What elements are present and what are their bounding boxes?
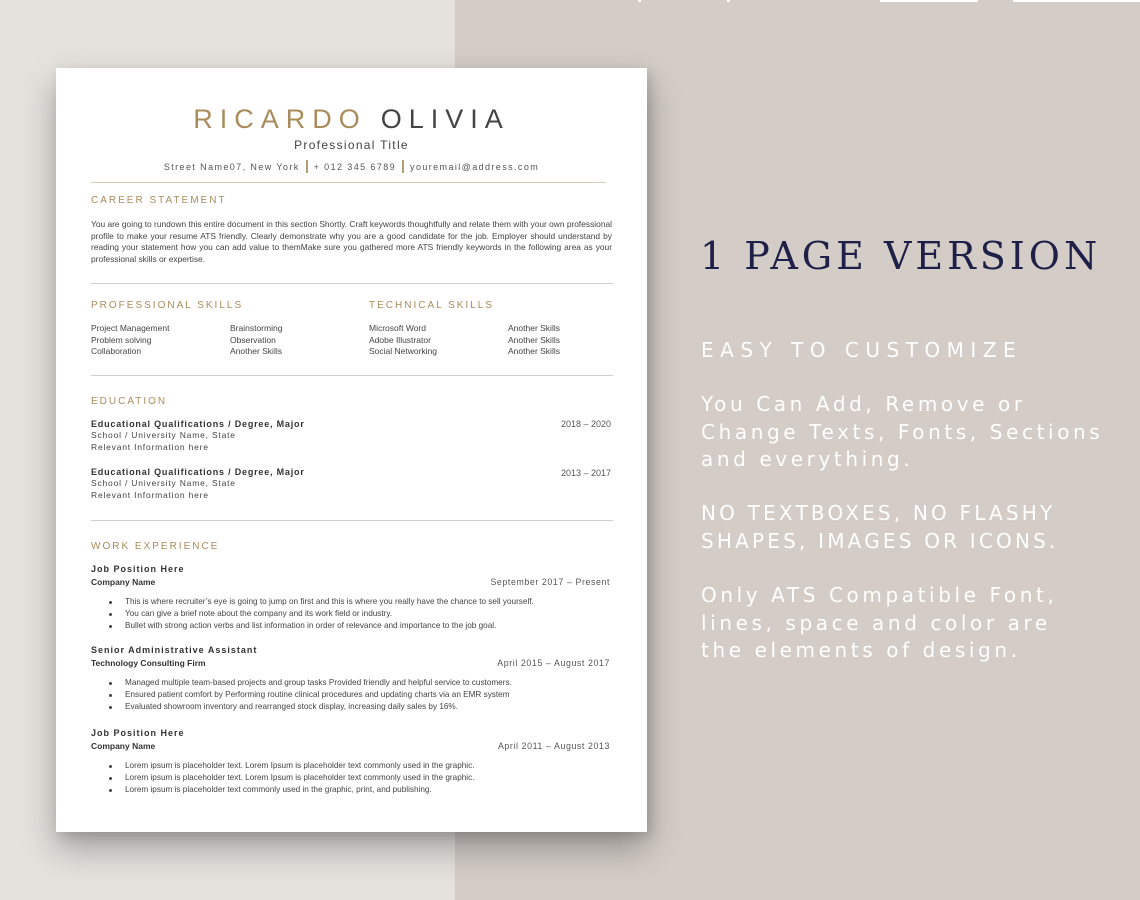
top-edge-mark	[638, 0, 641, 2]
education-entry	[91, 467, 305, 501]
job-dates: April 2011 – August 2013	[497, 741, 610, 751]
technical-skills-heading: TECHNICAL SKILLS	[369, 300, 494, 311]
job-bullet: This is where recruiter’s eye is going to jump on first and this is where you really have the chance to sell yourself.	[125, 596, 625, 608]
skill-item: Observation	[230, 335, 276, 345]
professional-skills-heading: PROFESSIONAL SKILLS	[91, 300, 244, 311]
job-bullet: Lorem ipsum is placeholder text. Lorem Ipsum is placeholder text commonly used in the graphic.	[125, 772, 625, 784]
skill-item: Collaboration	[91, 346, 142, 356]
job-bullet: Lorem ipsum is placeholder text commonly used in the graphic, print, and publishing.	[125, 784, 625, 796]
promo-line: You Can Add, Remove or	[701, 392, 1026, 416]
contact-email: youremail@address.com	[410, 162, 540, 172]
contact-divider	[402, 160, 404, 173]
job-bullet: Lorem ipsum is placeholder text. Lorem Ipsum is placeholder text commonly used in the graphic.	[125, 760, 625, 772]
education-school: School / University Name, State	[91, 478, 236, 488]
job-company: Company Name	[91, 741, 156, 751]
education-degree: Educational Qualifications / Degree, Major	[91, 467, 305, 477]
contact-divider	[306, 160, 308, 173]
job-bullets	[125, 760, 625, 796]
promo-line: Only ATS Compatible Font,	[701, 583, 1058, 607]
job-position: Job Position Here	[91, 564, 185, 574]
professional-title: Professional Title	[294, 138, 409, 152]
job-company: Technology Consulting Firm	[91, 658, 206, 668]
promo-line: lines, space and color are	[701, 610, 1051, 635]
skill-item: Problem solving	[91, 335, 152, 345]
skill-item: Another Skills	[508, 346, 560, 356]
job-bullet: Evaluated showroom inventory and rearranged stock display, increasing daily sales by 16%.	[125, 701, 625, 713]
promo-line: the elements of design.	[701, 638, 1021, 662]
education-dates: 2018 – 2020	[560, 419, 611, 429]
job-bullets	[125, 596, 625, 632]
top-edge-bar	[880, 0, 978, 2]
promo-line: Change Texts, Fonts, Sections	[701, 419, 1104, 444]
career-text: You are going to rundown this entire document in this section Shortly. Craft keywords thoughtfully and relate them with your own professional profile to make your resume ATS friendly. Clearly demonstrate why you are a good candidate for the job. Employer should understand by reading your statement how you can add value to themMake sure you gathered more ATS friendly keywords in the following area as your professional skills or expertise.	[91, 219, 612, 264]
promo-headline: 1 PAGE VERSION	[700, 234, 1102, 278]
top-edge-mark	[727, 0, 730, 2]
first-name: RICARDO	[193, 104, 367, 134]
contact-phone: + 012 345 6789	[313, 162, 397, 172]
contact-line	[56, 160, 647, 173]
job-dates: September 2017 – Present	[490, 577, 610, 587]
job-bullet: Bullet with strong action verbs and list information in order of relevance and importance to the job goal.	[125, 620, 625, 632]
header-divider	[91, 182, 606, 183]
career-heading: CAREER STATEMENT	[91, 195, 227, 206]
education-degree: Educational Qualifications / Degree, Major	[91, 419, 305, 429]
job-position: Senior Administrative Assistant	[91, 645, 258, 655]
education-school: School / University Name, State	[91, 430, 236, 440]
job-bullet: You can give a brief note about the company and its work field or industry.	[125, 608, 625, 620]
education-entry	[91, 419, 305, 453]
skill-item: Social Networking	[369, 346, 438, 356]
job-bullets	[125, 677, 625, 713]
job-dates: April 2015 – August 2017	[497, 658, 610, 668]
promo-paragraph	[701, 500, 1059, 555]
promo-line: and everything.	[701, 447, 914, 471]
section-divider	[91, 283, 613, 284]
job-company: Company Name	[91, 577, 156, 587]
resume-name	[56, 104, 647, 135]
contact-address: Street Name07, New York	[163, 162, 300, 172]
promo-line: SHAPES, IMAGES OR ICONS.	[701, 528, 1059, 553]
education-info: Relevant Information here	[91, 490, 209, 500]
last-name: OLIVIA	[380, 104, 510, 134]
skill-item: Another Skills	[508, 335, 560, 345]
section-divider	[91, 375, 613, 376]
education-heading: EDUCATION	[91, 396, 168, 407]
work-heading: WORK EXPERIENCE	[91, 541, 220, 552]
job-bullet: Ensured patient comfort by Performing routine clinical procedures and updating charts via an EMR system	[125, 689, 625, 701]
job-bullet: Managed multiple team-based projects and group tasks Provided friendly and helpful service to customers.	[125, 677, 625, 689]
promo-subhead: EASY TO CUSTOMIZE	[701, 338, 1023, 362]
skill-item: Brainstorming	[230, 323, 283, 333]
top-edge-bar	[1013, 0, 1140, 2]
skill-item: Adobe Illustrator	[369, 335, 431, 345]
promo-paragraph	[701, 582, 1057, 665]
education-dates: 2013 – 2017	[560, 468, 611, 478]
skill-item: Another Skills	[508, 323, 560, 333]
education-info: Relevant Information here	[91, 442, 209, 452]
skill-item: Another Skills	[230, 346, 282, 356]
resume-page	[56, 68, 647, 832]
skill-item: Microsoft Word	[369, 323, 426, 333]
section-divider	[91, 520, 613, 521]
skill-item: Project Management	[91, 323, 170, 333]
job-position: Job Position Here	[91, 728, 185, 738]
promo-line: NO TEXTBOXES, NO FLASHY	[701, 501, 1056, 525]
promo-paragraph	[701, 391, 1103, 474]
